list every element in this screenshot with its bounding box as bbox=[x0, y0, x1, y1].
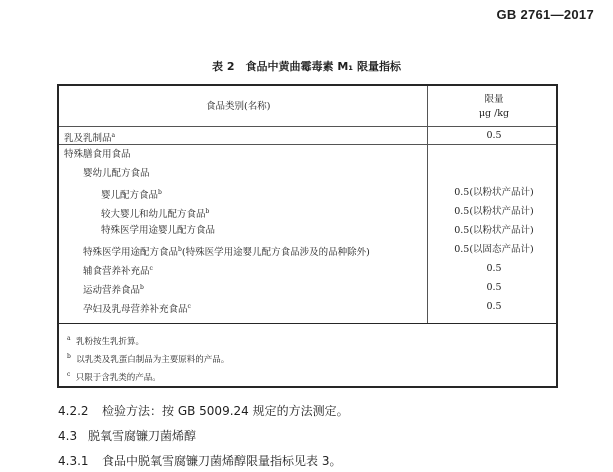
column-header-category: 食品类别(名称) bbox=[206, 101, 271, 112]
table-title: 表 2 食品中黄曲霉毒素 M₁ 限量指标 bbox=[212, 60, 401, 73]
header-divider bbox=[59, 126, 556, 127]
table-row-limit: 0.5 bbox=[486, 130, 502, 141]
document-code: GB 2761—2017 bbox=[496, 7, 594, 22]
section-4-3-1: 4.3.1 食品中脱氧雪腐镰刀菌烯醇限量指标见表 3。 bbox=[58, 454, 342, 468]
table-row-name: 特殊医学用途婴儿配方食品 bbox=[101, 225, 216, 236]
table-note: $^a$ 乳粉按生乳折算。 bbox=[67, 335, 144, 347]
table-row-limit: 0.5 bbox=[486, 263, 502, 274]
column-divider bbox=[427, 86, 428, 323]
table-row-limit: 0.5 bbox=[486, 301, 502, 312]
table-row-name: 特殊膳食用食品 bbox=[64, 149, 131, 160]
table-note: $^c$ 只限于含乳类的产品。 bbox=[67, 371, 161, 383]
table-row-name: 婴幼儿配方食品 bbox=[83, 168, 150, 179]
column-header-limit: 限量 bbox=[484, 94, 504, 105]
table-row-name: 乳及乳制品$^a$ bbox=[64, 132, 116, 145]
table-row-name: 特殊医学用途配方食品$^b$(特殊医学用途婴儿配方食品涉及的品种除外) bbox=[83, 246, 370, 259]
table-note: $^b$ 以乳类及乳蛋白制品为主要原料的产品。 bbox=[67, 353, 230, 365]
table-row-name: 较大婴儿和幼儿配方食品$^b$ bbox=[101, 208, 210, 221]
row-divider bbox=[59, 144, 556, 145]
table-row-limit: 0.5(以粉状产品计) bbox=[454, 187, 534, 198]
limits-table bbox=[57, 84, 558, 388]
table-row-name: 婴儿配方食品$^b$ bbox=[101, 189, 162, 202]
table-row-name: 辅食营养补充品$^c$ bbox=[83, 265, 153, 278]
table-row-limit: 0.5(以粉状产品计) bbox=[454, 225, 534, 236]
table-row-limit: 0.5(以粉状产品计) bbox=[454, 206, 534, 217]
column-header-unit: μg /kg bbox=[478, 108, 510, 119]
section-4-2-2: 4.2.2 检验方法：按 GB 5009.24 规定的方法测定。 bbox=[58, 404, 349, 418]
notes-divider bbox=[59, 323, 556, 324]
section-4-3-heading: 4.3 脱氧雪腐镰刀菌烯醇 bbox=[58, 429, 197, 443]
table-row-limit: 0.5 bbox=[486, 282, 502, 293]
table-row-limit: 0.5(以固态产品计) bbox=[454, 244, 534, 255]
table-row-name: 孕妇及乳母营养补充食品$^c$ bbox=[83, 303, 191, 316]
table-row-name: 运动营养食品$^b$ bbox=[83, 284, 144, 297]
